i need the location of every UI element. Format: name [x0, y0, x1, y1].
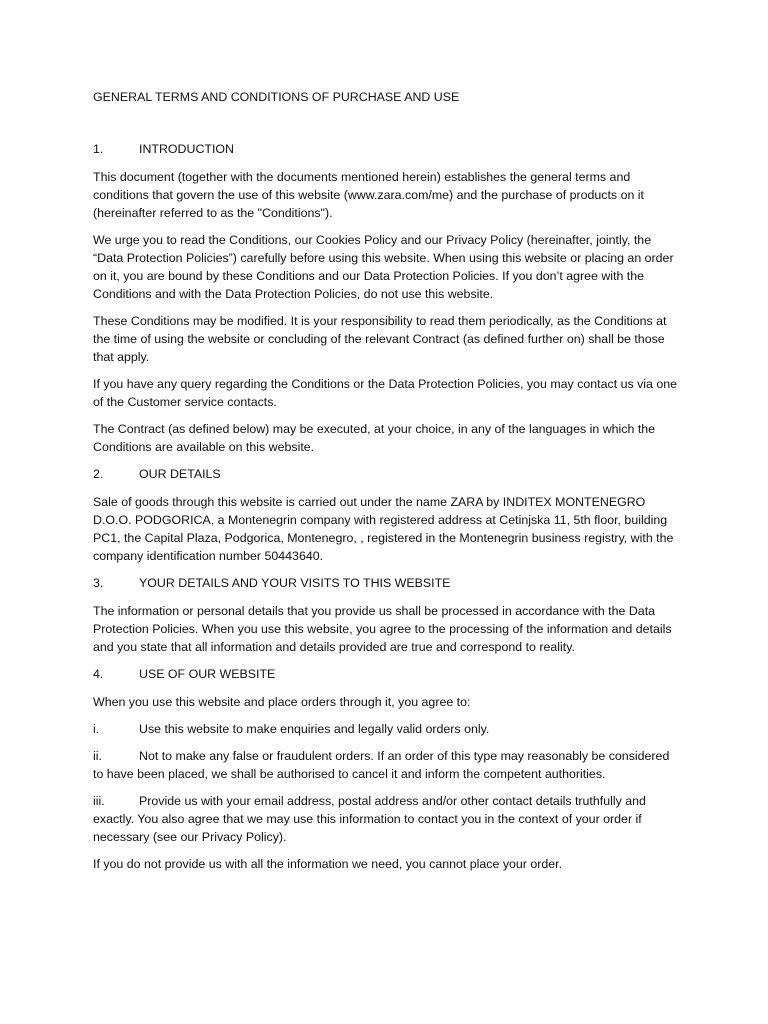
section-number: 2. [93, 467, 104, 481]
section-title: OUR DETAILS [139, 467, 221, 481]
paragraph: Sale of goods through this website is carried out under the name ZARA by INDITEX MONTENEGRO D.O.O. PODGORICA, a Montenegrin company with registered address at Cetinjska 11, 5th floor, building PC1, the Capital Plaza, Podgorica, Montenegro, , registered in the Montenegrin business registry, with the company identification number 50443640. [93, 495, 674, 563]
paragraph: When you use this website and place orders through it, you agree to: [93, 695, 471, 709]
section-heading-introduction [93, 140, 679, 158]
section-title: YOUR DETAILS AND YOUR VISITS TO THIS WEBSITE [139, 576, 451, 590]
list-item [93, 747, 679, 783]
paragraph: The Contract (as defined below) may be executed, at your choice, in any of the languages in which the Conditions are available on this website. [93, 422, 656, 454]
paragraph: If you have any query regarding the Conditions or the Data Protection Policies, you may contact us via one of the Customer service contacts. [93, 377, 678, 409]
paragraph: If you do not provide us with all the information we need, you cannot place your order. [93, 857, 563, 871]
paragraph: These Conditions may be modified. It is your responsibility to read them periodically, as the Conditions at the time of using the website or concluding of the relevant Contract (as defined further on) shall be those that apply. [93, 314, 667, 364]
paragraph: We urge you to read the Conditions, our Cookies Policy and our Privacy Policy (hereinafter, jointly, the “Data Protection Policies”) carefully before using this website. When using this website or placing an order on it, you are bound by these Conditions and our Data Protection Policies. If you don’t agree with the Conditions and with the Data Protection Policies, do not use this website. [93, 233, 674, 301]
list-item-number: ii. [93, 749, 102, 763]
document-title: GENERAL TERMS AND CONDITIONS OF PURCHASE AND USE [93, 90, 460, 104]
section-heading-your-details [93, 574, 679, 592]
list-item [93, 720, 679, 738]
list-item [93, 792, 679, 846]
list-item-number: iii. [93, 794, 105, 808]
section-title: USE OF OUR WEBSITE [139, 667, 276, 681]
section-heading-our-details [93, 465, 679, 483]
section-title: INTRODUCTION [139, 142, 234, 156]
list-item-number: i. [93, 722, 100, 736]
list-item-text: Provide us with your email address, postal address and/or other contact details truthfully and exactly. You also agree that we may use this information to contact you in the context of your order if necessary (see our Privacy Policy). [93, 794, 646, 844]
list-item-text: Use this website to make enquiries and legally valid orders only. [139, 722, 490, 736]
paragraph: The information or personal details that you provide us shall be processed in accordance with the Data Protection Policies. When you use this website, you agree to the processing of the information and details and you state that all information and details provided are true and correspond to reality. [93, 604, 672, 654]
paragraph: This document (together with the documents mentioned herein) establishes the general terms and conditions that govern the use of this website (www.zara.com/me) and the purchase of products on it (hereinafter referred to as the "Conditions"). [93, 170, 644, 220]
list-item-text: Not to make any false or fraudulent orders. If an order of this type may reasonably be considered to have been placed, we shall be authorised to cancel it and inform the competent authorities. [93, 749, 670, 781]
section-number: 3. [93, 576, 104, 590]
section-heading-use-of-website [93, 665, 679, 683]
document-page [93, 88, 679, 882]
section-number: 4. [93, 667, 104, 681]
section-number: 1. [93, 142, 104, 156]
